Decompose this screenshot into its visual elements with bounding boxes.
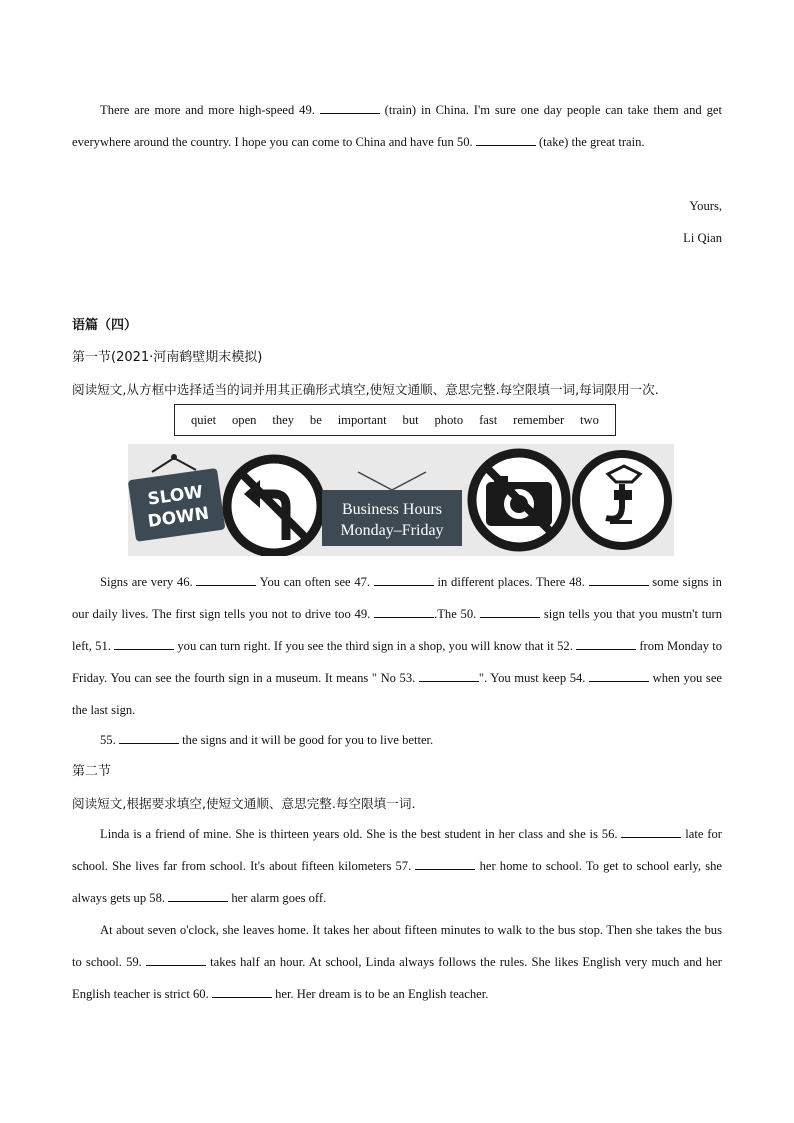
passage1-paragraph2 — [72, 724, 722, 756]
answer-blank-49[interactable] — [320, 103, 380, 114]
text: you can turn right. If you see the third sign in a shop, you will know that it 52. — [177, 639, 573, 653]
business-line1: Business Hours — [341, 501, 443, 518]
text: ". You must keep 54. — [478, 671, 586, 685]
part1-instruction: 阅读短文,从方框中选择适当的词并用其正确形式填空,使短文通顺、意思完整.每空限填一词,每词限用一次. — [72, 382, 659, 397]
word-box-item: but — [402, 412, 419, 427]
signs-illustration — [128, 444, 674, 556]
text: There are more and more high-speed 49. — [100, 103, 315, 117]
svg-text:DOWN: DOWN — [146, 503, 211, 532]
text: Signs are very 46. — [100, 575, 193, 589]
text: You can often see 47. — [259, 575, 371, 589]
answer-blank-55[interactable] — [119, 733, 179, 744]
passage2-paragraph2 — [72, 914, 722, 1010]
answer-blank-57[interactable] — [415, 859, 475, 870]
letter-signature: Li Qian — [683, 231, 722, 245]
signs-image — [128, 444, 674, 556]
answer-blank-56[interactable] — [621, 827, 681, 838]
word-box-item: two — [580, 412, 599, 427]
text: (train) in China. I'm sure one day people can take them and get everywhere around the country. I hope you can come to China and have fun 50. — [72, 103, 722, 149]
slow-down-sign — [128, 454, 225, 542]
quiet-sign — [576, 454, 668, 546]
text: takes half an hour. At school, Linda always follows the rules. She likes English very much and her English teacher is strict 60. — [72, 955, 722, 1001]
business-hours-sign — [322, 472, 462, 546]
passage2-paragraph1 — [72, 818, 722, 914]
answer-blank-50[interactable] — [476, 135, 536, 146]
word-box — [174, 404, 616, 436]
no-left-turn-sign — [227, 459, 321, 553]
passage1-paragraph — [72, 566, 722, 726]
word-box-item: fast — [479, 412, 498, 427]
text: from Monday to Friday. You can see the fourth sign in a museum. It means " No 53. — [72, 639, 723, 685]
answer-blank-46[interactable] — [196, 575, 256, 586]
text: late for school. She lives far from school. It's about fifteen kilometers 57. — [72, 827, 722, 873]
part2-instruction: 阅读短文,根据要求填空,使短文通顺、意思完整.每空限填一词. — [72, 796, 416, 811]
answer-blank-52[interactable] — [576, 639, 636, 650]
word-box-item: be — [309, 412, 322, 427]
answer-blank-59[interactable] — [146, 955, 206, 966]
letter-closing: Yours, — [689, 199, 722, 213]
text: her. Her dream is to be an English teacher. — [275, 987, 489, 1001]
answer-blank-48[interactable] — [589, 575, 649, 586]
text: in different places. There 48. — [437, 575, 585, 589]
word-box-item: remember — [513, 412, 565, 427]
answer-blank-53[interactable] — [419, 671, 479, 682]
answer-blank-54[interactable] — [589, 671, 649, 682]
word-box-item: photo — [434, 412, 464, 427]
text: sign tells you that you mustn't turn left, 51. — [72, 607, 722, 653]
svg-text:SLOW: SLOW — [146, 482, 205, 510]
part2-title: 第二节 — [72, 764, 112, 779]
text: when you see the last sign. — [72, 671, 722, 717]
word-box-item: they — [272, 412, 295, 427]
answer-blank-60[interactable] — [212, 987, 272, 998]
no-photo-sign — [472, 453, 566, 547]
text: .The 50. — [434, 607, 477, 621]
text: Linda is a friend of mine. She is thirteen years old. She is the best student in her class and she is 56. — [100, 827, 618, 841]
answer-blank-50b[interactable] — [480, 607, 540, 618]
answer-blank-51[interactable] — [114, 639, 174, 650]
text: At about seven o'clock, she leaves home. It takes her about fifteen minutes to walk to the bus stop. Then she takes the bus to school. 59. — [72, 923, 722, 969]
text: (take) the great train. — [538, 135, 645, 149]
text: the signs and it will be good for you to live better. — [182, 733, 434, 747]
text: her home to school. To get to school early, she always gets up 58. — [72, 859, 723, 905]
text: some signs in our daily lives. The first sign tells you not to drive too 49. — [72, 575, 722, 621]
word-box-item: important — [337, 412, 387, 427]
text: 55. — [100, 733, 116, 747]
answer-blank-58[interactable] — [168, 891, 228, 902]
text: her alarm goes off. — [231, 891, 327, 905]
part1-title: 第一节(2021·河南鹤壁期末模拟) — [72, 350, 263, 365]
business-line2: Monday–Friday — [340, 522, 444, 539]
answer-blank-47[interactable] — [374, 575, 434, 586]
word-box-item: quiet — [190, 412, 217, 427]
section-title: 语篇（四） — [72, 318, 138, 333]
answer-blank-49b[interactable] — [374, 607, 434, 618]
letter-paragraph — [72, 94, 722, 158]
word-box-item: open — [232, 412, 257, 427]
